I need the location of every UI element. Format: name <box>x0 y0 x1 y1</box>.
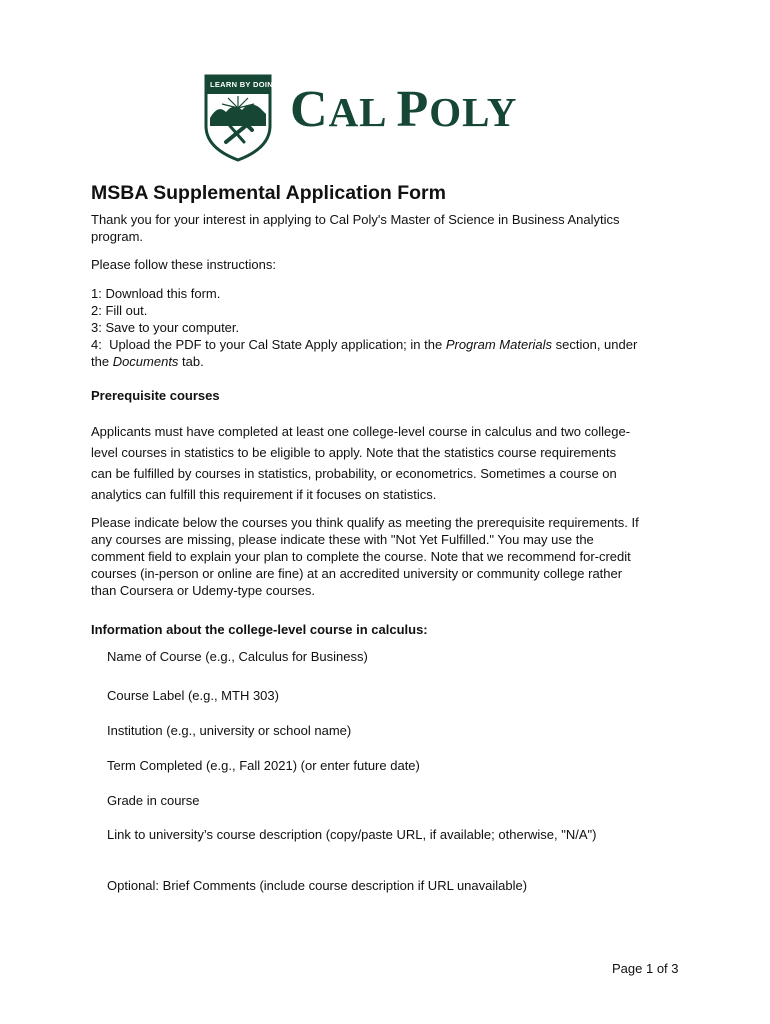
field-course-link: Link to university’s course description (copy/paste URL, if available; otherwise, "N/A") <box>107 827 597 842</box>
field-institution: Institution (e.g., university or school name) <box>107 723 352 738</box>
cal-poly-logo <box>204 74 554 164</box>
step-4-continued: the Documents tab. <box>91 354 204 369</box>
field-term-completed: Term Completed (e.g., Fall 2021) (or enter future date) <box>107 758 420 773</box>
page-title: MSBA Supplemental Application Form <box>91 182 446 204</box>
field-grade: Grade in course <box>107 793 200 808</box>
cal-poly-wordmark: CAL POLY <box>290 81 518 138</box>
logo-tagline: LEARN BY DOING <box>210 80 280 89</box>
step-2: 2: Fill out. <box>91 303 148 318</box>
intro-paragraph: Thank you for your interest in applying to Cal Poly's Master of Science in Business Analytics program. <box>91 212 620 244</box>
instructions-list <box>91 285 691 370</box>
prerequisite-paragraph: Applicants must have completed at least one college-level course in calculus and two college- level courses in statistics to be eligible to apply. Note that the statistics course requirements can be fulfilled by courses in statistics, probability, or econometrics. Sometimes a course on analytics can fulfill this requirement if it focuses on statistics. <box>91 424 631 502</box>
indicate-courses-paragraph: Please indicate below the courses you think qualify as meeting the prerequisite requirements. If any courses are missing, please indicate these with "Not Yet Fulfilled." You may use the comment field to explain your plan to complete the course. Note that we recommend for-credit courses (in-person or online are fine) at an accredited university or community college rather than Coursera or Udemy-type courses. <box>91 515 639 598</box>
field-optional-comments: Optional: Brief Comments (include course description if URL unavailable) <box>107 878 528 893</box>
step-3: 3: Save to your computer. <box>91 320 240 335</box>
page-number: Page 1 of 3 <box>612 961 679 976</box>
prerequisite-heading: Prerequisite courses <box>91 388 220 403</box>
instructions-heading: Please follow these instructions: <box>91 257 276 272</box>
field-name-of-course: Name of Course (e.g., Calculus for Business) <box>107 649 368 664</box>
calculus-section-heading: Information about the college-level course in calculus: <box>91 622 428 637</box>
field-course-label: Course Label (e.g., MTH 303) <box>107 688 279 703</box>
step-4: 4: Upload the PDF to your Cal State Apply application; in the Program Materials section, under <box>91 337 638 352</box>
step-1: 1: Download this form. <box>91 286 221 301</box>
